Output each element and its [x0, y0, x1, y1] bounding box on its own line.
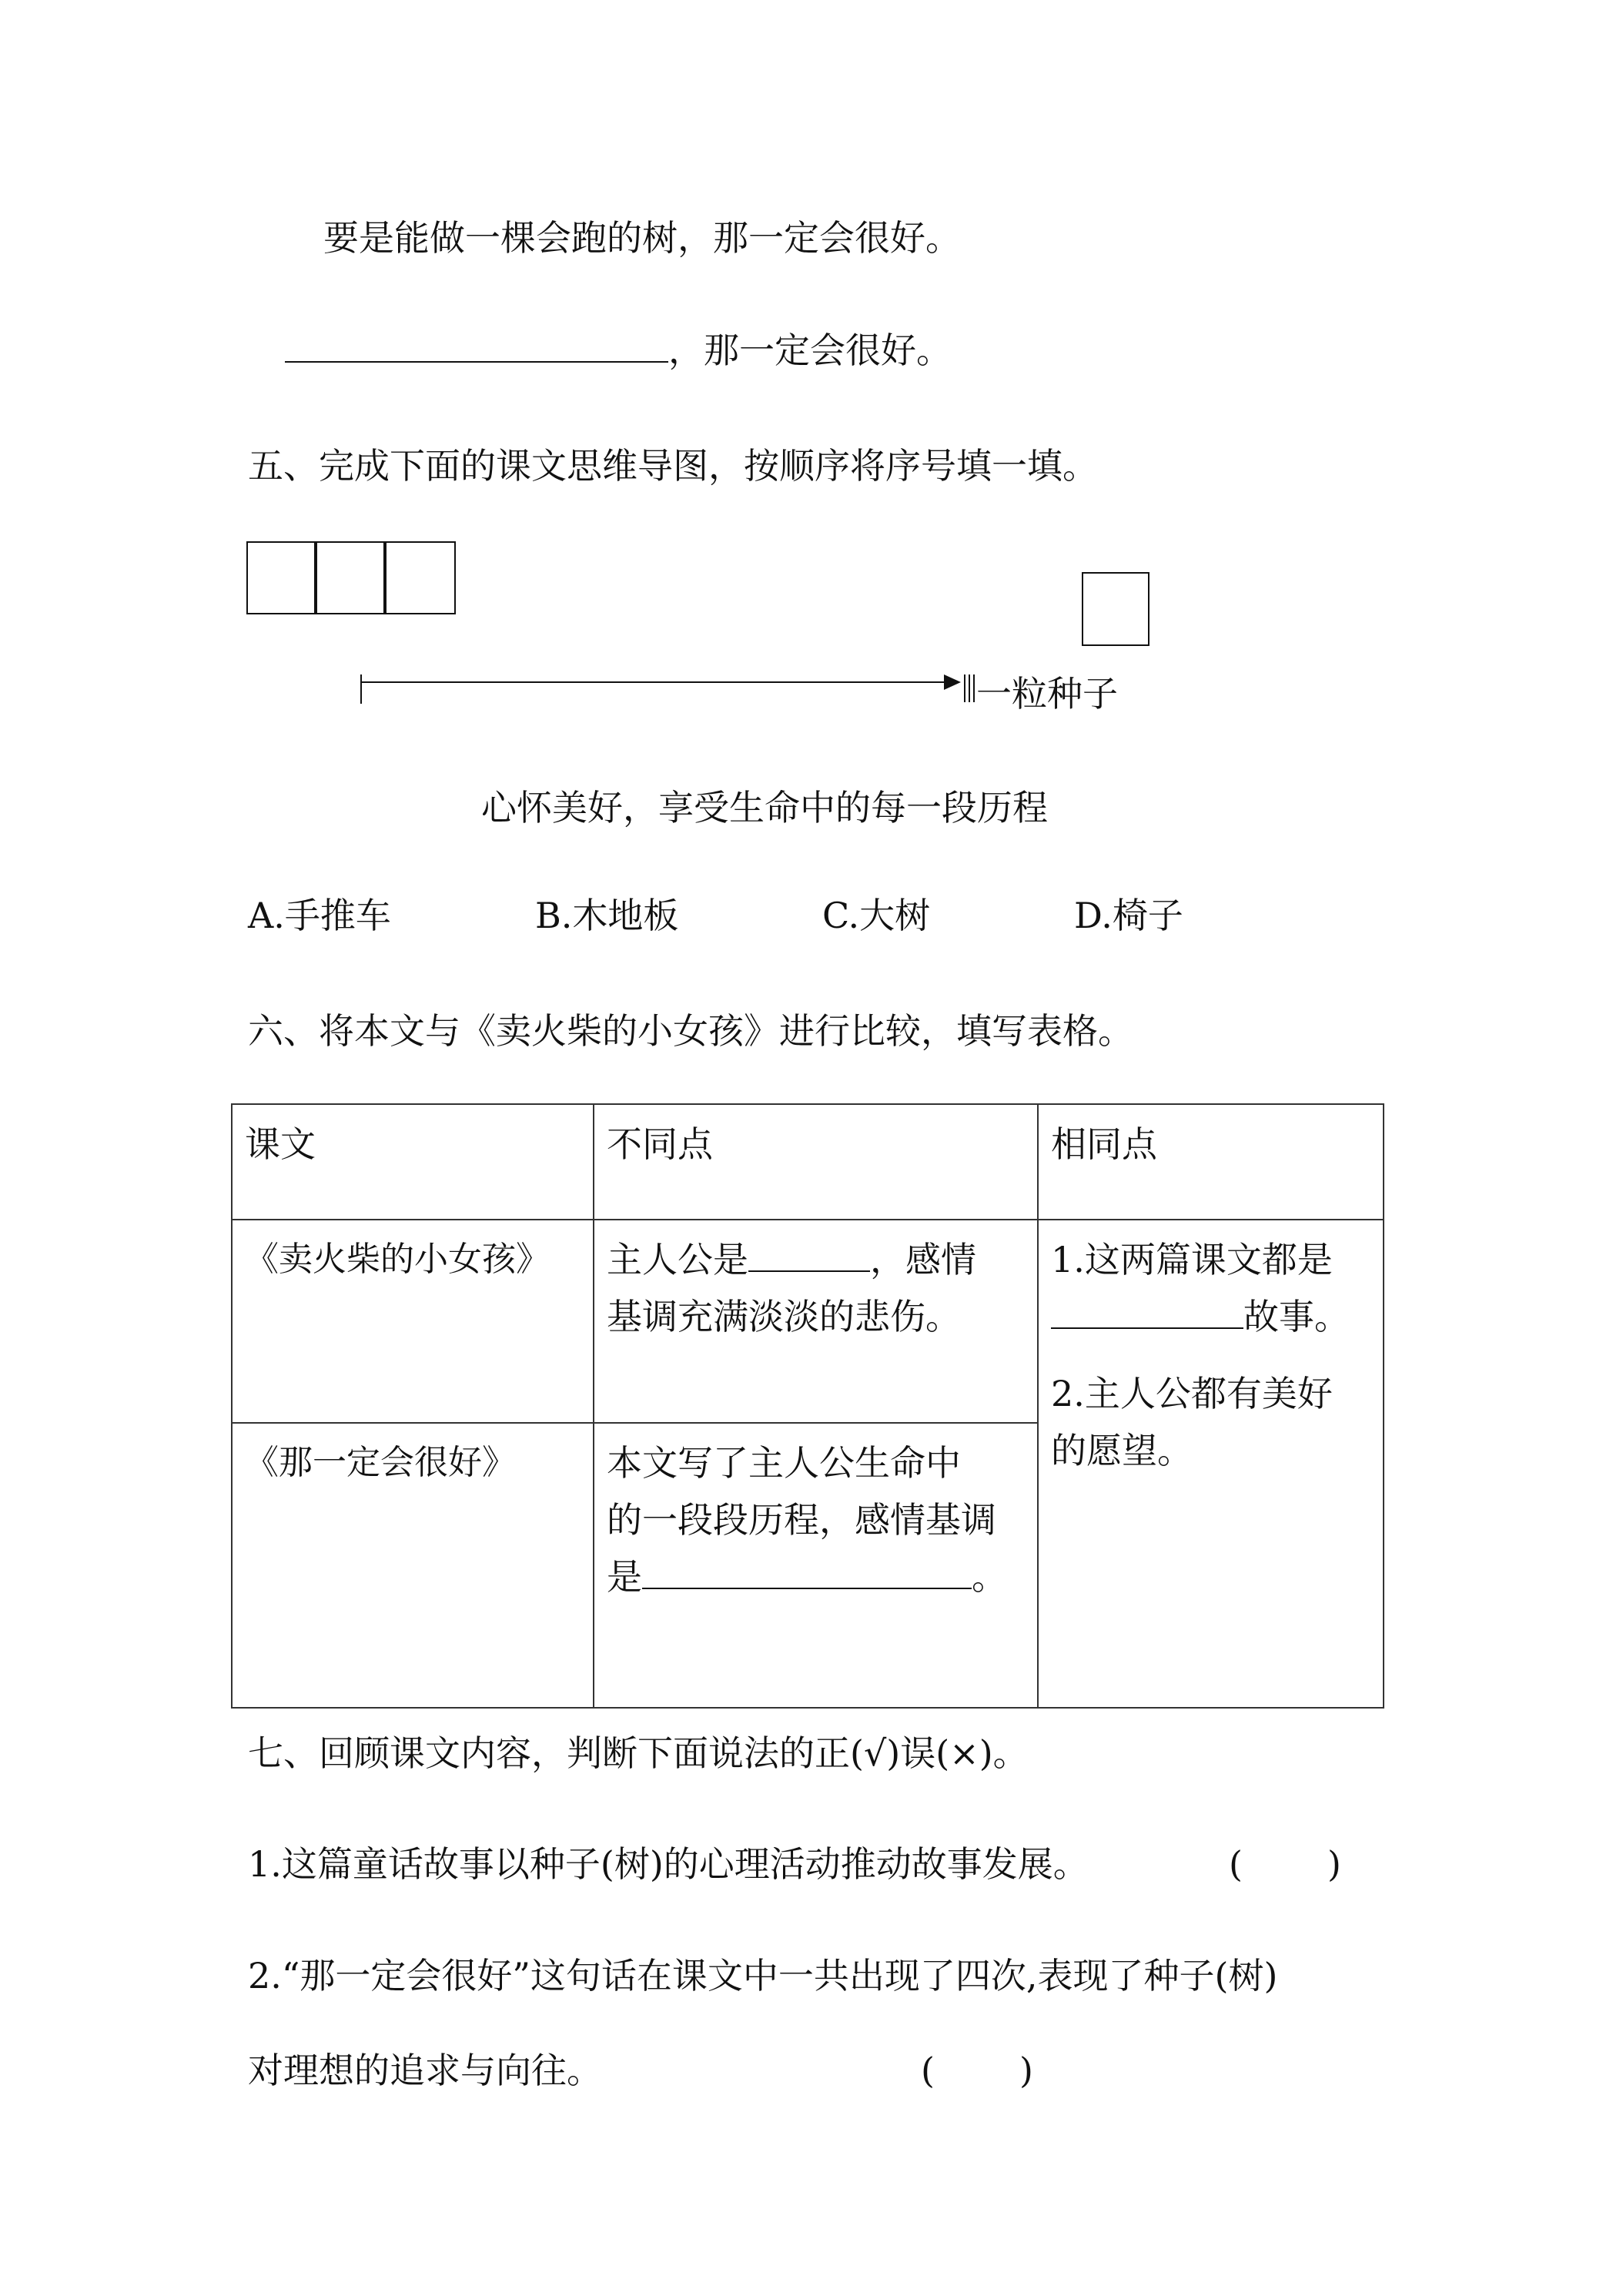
- mindmap-theme: 心怀美好，享受生命中的每一段历程: [481, 787, 1048, 828]
- row2-diff-d: 。: [972, 1556, 1007, 1598]
- paren-open: (: [921, 2050, 935, 2091]
- header-same: 相同点: [1038, 1104, 1384, 1220]
- same-p2b: 的愿望。: [1051, 1430, 1193, 1471]
- example-sentence: 要是能做一棵会跑的树，那一定会很好。: [323, 217, 961, 259]
- section5-title: 五、完成下面的课文思维导图，按顺序将序号填一填。: [248, 445, 1098, 487]
- answer-paren-1[interactable]: [1229, 1843, 1341, 1886]
- answer-blank[interactable]: [285, 360, 668, 363]
- header-diff: 不同点: [594, 1104, 1038, 1220]
- row1-text: 《卖火柴的小女孩》: [232, 1220, 594, 1423]
- row2-diff: [594, 1423, 1038, 1708]
- fill-sentence: [285, 330, 952, 372]
- section7-title: 七、回顾课文内容，判断下面说法的正(√)误(×)。: [248, 1732, 1029, 1774]
- option-b: B.木地板: [535, 895, 679, 936]
- question-2-line-1: 2.“那一定会很好”这句话在课文中一共出现了四次,表现了种子(树): [248, 1955, 1278, 1996]
- section6-title: 六、将本文与《卖火柴的小女孩》进行比较，填写表格。: [248, 1010, 1133, 1052]
- comparison-table: [231, 1103, 1384, 1709]
- fill-sentence-suffix: ，那一定会很好。: [668, 330, 952, 371]
- mindmap-box-3[interactable]: [385, 541, 456, 614]
- paren-open: (: [1229, 1843, 1243, 1885]
- header-text: 课文: [232, 1104, 594, 1220]
- same-p2a: 2.主人公都有美好: [1051, 1373, 1333, 1414]
- row1-diff-c: 基调充满淡淡的悲伤。: [607, 1296, 961, 1337]
- row2-diff-a: 本文写了主人公生命中: [607, 1442, 961, 1484]
- row2-diff-b: 的一段段历程，感情基调: [607, 1499, 996, 1541]
- row2-diff-c: 是: [607, 1556, 642, 1598]
- mindmap-end-label: 一粒种子: [976, 673, 1118, 715]
- row1-diff-b: ，感情: [870, 1239, 976, 1280]
- same-cell: [1038, 1220, 1384, 1708]
- answer-blank[interactable]: [1051, 1327, 1243, 1329]
- same-p1b: 故事。: [1243, 1296, 1350, 1337]
- answer-blank[interactable]: [748, 1270, 870, 1272]
- arrow-head-icon: [944, 674, 961, 690]
- row1-diff: [594, 1220, 1038, 1423]
- option-a: A.手推车: [248, 895, 391, 936]
- option-c: C.大树: [822, 895, 931, 936]
- table-row: [232, 1220, 1384, 1423]
- question-2-line-2: 对理想的追求与向往。: [248, 2050, 602, 2091]
- mindmap-box-2[interactable]: [316, 541, 385, 614]
- answer-blank[interactable]: [642, 1587, 972, 1589]
- paren-close: ): [1019, 2050, 1033, 2091]
- mindmap-box-4[interactable]: [1082, 572, 1149, 646]
- question-1: 1.这篇童话故事以种子(树)的心理活动推动故事发展。: [248, 1843, 1089, 1885]
- option-d: D.椅子: [1074, 895, 1183, 936]
- row1-diff-a: 主人公是: [607, 1239, 748, 1280]
- paren-close: ): [1327, 1843, 1341, 1885]
- same-p1a: 1.这两篇课文都是: [1051, 1239, 1333, 1280]
- answer-paren-2[interactable]: [921, 2050, 1033, 2092]
- table-header-row: [232, 1104, 1384, 1220]
- row2-text: 《那一定会很好》: [232, 1423, 594, 1708]
- mindmap-box-1[interactable]: [246, 541, 316, 614]
